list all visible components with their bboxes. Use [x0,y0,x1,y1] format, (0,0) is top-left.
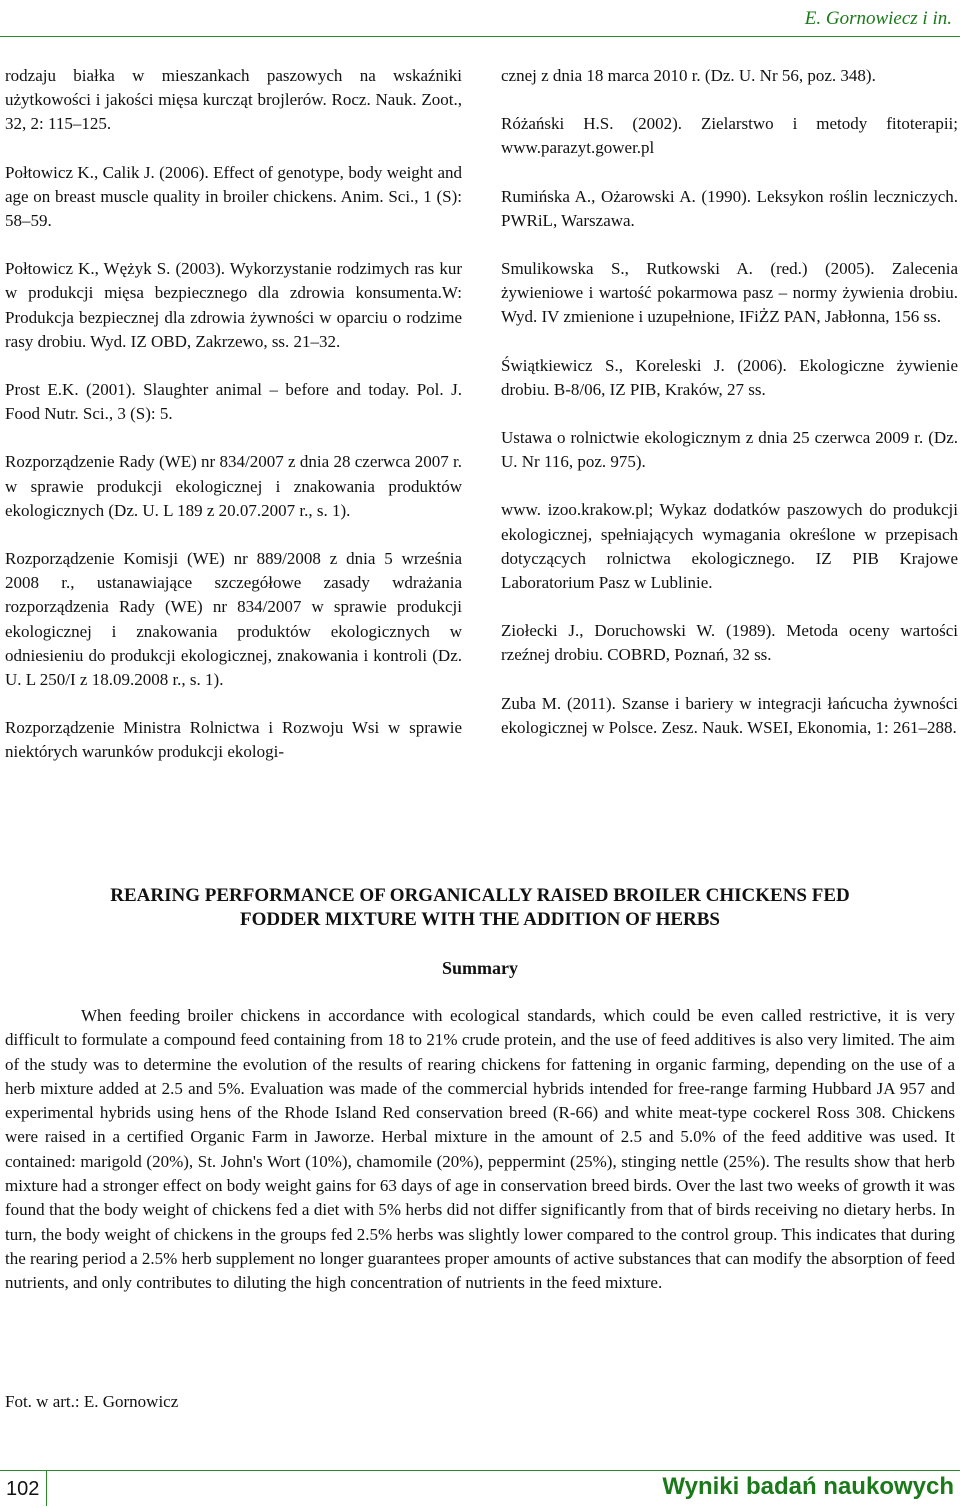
reference-item: Ustawa o rolnictwie ekologicznym z dnia 25 czerwca 2009 r. (Dz. U. Nr 116, poz. 975). [501,428,958,472]
references-right-column [501,64,958,764]
page-number: 102 [6,1478,40,1500]
references-left-column [5,64,462,789]
photo-credit: Fot. w art.: E. Gornowicz [5,1392,179,1411]
reference-item: Zuba M. (2011). Szanse i bariery w integracji łańcucha żywności ekologicznej w Polsce. Zesz. Nauk. WSEI, Ekonomia, 1: 261–288. [501,693,958,737]
reference-item: Rozporządzenie Komisji (WE) nr 889/2008 z dnia 5 września 2008 r., ustanawiające szczegółowe zasady wdrażania rozporządzenia Rady (WE) nr 834/2007 w sprawie produkcji ekologicznej i znakowania produktów ekologicznych w odniesieniu do produkcji ekologicznej, znakowania i kontroli (Dz. U. L 250/I z 18.09.2008 r., s. 1). [5,549,462,690]
reference-item: Rozporządzenie Ministra Rolnictwa i Rozwoju Wsi w sprawie niektórych warunków produkcji ekologi- [5,718,462,762]
reference-item: Rozporządzenie Rady (WE) nr 834/2007 z dnia 28 czerwca 2007 r. w sprawie produkcji ekologicznej i znakowania produktów ekologicznych (Dz. U. L 189 z 20.07.2007 r., s. 1). [5,452,462,520]
reference-item: Różański H.S. (2002). Zielarstwo i metody fitoterapii; www.parazyt.gower.pl [501,114,958,158]
reference-item: Smulikowska S., Rutkowski A. (red.) (2005). Zalecenia żywieniowe i wartość pokarmowa pasz – normy żywienia drobiu. Wyd. IV zmienione i uzupełnione, IFiŻZ PAN, Jabłonna, 156 ss. [501,259,958,327]
running-header-author: E. Gornowiecz i in. [804,8,952,29]
reference-item: rodzaju białka w mieszankach paszowych na wskaźniki użytkowości i jakości mięsa kurcząt brojlerów. Rocz. Nauk. Zoot., 32, 2: 115–125. [5,66,462,134]
english-title [0,884,960,932]
reference-item: Połtowicz K., Wężyk S. (2003). Wykorzystanie rodzimych ras kur w produkcji mięsa bezpiecznego dla zdrowia konsumenta.W: Produkcja bezpiecznej dla zdrowia żywności w oparciu o rodzime rasy drobiu. Wyd. IZ OBD, Zakrzewo, ss. 21–32. [5,259,462,351]
reference-item: Rumińska A., Ożarowski A. (1990). Leksykon roślin leczniczych. PWRiL, Warszawa. [501,186,958,230]
reference-item: cznej z dnia 18 marca 2010 r. (Dz. U. Nr 56, poz. 348). [501,66,876,85]
reference-item: Świątkiewicz S., Koreleski J. (2006). Ekologiczne żywienie drobiu. B-8/06, IZ PIB, Kraków, 27 ss. [501,355,958,399]
reference-item: Połtowicz K., Calik J. (2006). Effect of genotype, body weight and age on breast muscle quality in broiler chickens. Anim. Sci., 1 (S): 58–59. [5,162,462,231]
journal-section-title: Wyniki badań naukowych [662,1473,954,1500]
english-title-line: FODDER MIXTURE WITH THE ADDITION OF HERBS [239,909,720,930]
reference-item: Prost E.K. (2001). Slaughter animal – before and today. Pol. J. Food Nutr. Sci., 3 (S): 5. [5,380,462,424]
footer-divider [0,1470,960,1471]
english-title-line: REARING PERFORMANCE OF ORGANICALLY RAISED BROILER CHICKENS FED [110,885,850,906]
reference-item: Ziołecki J., Doruchowski W. (1989). Metoda oceny wartości rzeźnej drobiu. COBRD, Poznań, 32 ss. [501,621,958,665]
summary-paragraph: When feeding broiler chickens in accordance with ecological standards, which could be even called restrictive, it is very difficult to formulate a compound feed containing from 18 to 21% crude protein, and the use of feed additives is also very limited. The aim of the study was to determine the evolution of the results of rearing chickens for fattening in organic farming, depending on the use of a herb mixture added at 2.5 and 5%. Evaluation was made of the commercial hybrids intended for free-range farming Hubbard JA 957 and experimental hybrids using hens of the Rhode Island Red conservation breed (R-66) and white meat-type cockerel Ross 308. Chickens were raised in a certified Organic Farm in Jaworze. Herbal mixture in the amount of 2.5 and 5.0% of the feed additive was used. It contained: marigold (20%), St. John's Wort (10%), chamomile (20%), peppermint (25%), stinging nettle (25%). The results show that herb mixture had a stronger effect on body weight gains for 63 days of age in conservation breed birds. Over the last two weeks of growth it was found that the body weight of chickens fed a diet with 5% herbs did not differ significantly from that of birds receiving no dietary herbs. In turn, the body weight of chickens in the groups fed 2.5% herbs was slightly lower compared to the control group. This indicates that during the rearing period a 2.5% herb supplement no longer guarantees proper amounts of active substances that can modify the absorption of feed nutrients, and only contributes to diluting the high concentration of nutrients in the feed mixture. [5,1006,955,1293]
header-divider [0,36,960,37]
summary-heading: Summary [442,958,518,978]
reference-item: www. izoo.krakow.pl; Wykaz dodatków paszowych do produkcji ekologicznej, spełniających wymagania określone w przepisach dotyczących rolnictwa ekologicznego. IZ PIB Krajowe Laboratorium Pasz w Lublinie. [501,500,958,593]
